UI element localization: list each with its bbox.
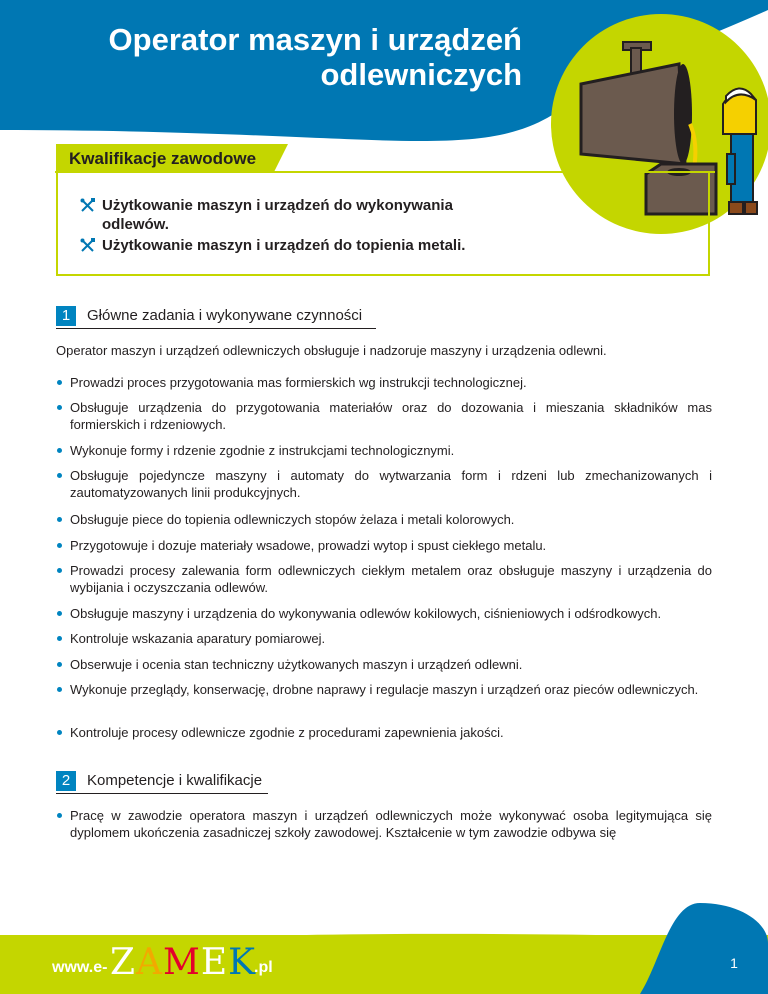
logo-letter: Z <box>110 942 137 983</box>
list-item: Prowadzi proces przygotowania mas formierskich wg instrukcji technologicznej. <box>70 374 712 391</box>
section-number-badge: 2 <box>56 771 76 791</box>
tools-icon <box>80 238 95 253</box>
list-item: Obserwuje i ocenia stan techniczny użytkowanych maszyn i urządzeń odlewni. <box>70 656 712 673</box>
section-heading <box>56 306 376 328</box>
list-item: Wykonuje formy i rdzenie zgodnie z instrukcjami technologicznymi. <box>70 442 712 459</box>
page-title: Operator maszyn i urządzeń odlewniczych <box>108 22 522 92</box>
list-item: Prowadzi procesy zalewania form odlewniczych ciekłym metalem oraz obsługuje maszyny i urządzenia do wybijania i oczyszczania odlewów. <box>70 563 712 595</box>
qualification-item: Użytkowanie maszyn i urządzeń do wykonywania odlewów. <box>83 196 523 234</box>
list-item: Obsługuje maszyny i urządzenia do wykonywania odlewów kokilowych, ciśnieniowych i odśrodkowych. <box>70 605 712 622</box>
section-title: Główne zadania i wykonywane czynności <box>87 307 363 324</box>
logo-letter: A <box>136 942 164 983</box>
logo-letter: K <box>228 942 257 983</box>
section-underline <box>56 793 268 794</box>
list-item: Kontroluje wskazania aparatury pomiarowej. <box>70 630 712 647</box>
page-number: 1 <box>730 955 738 971</box>
list-item: Przygotowuje i dozuje materiały wsadowe, prowadzi wytop i spust ciekłego metalu. <box>70 537 712 554</box>
page-number-corner <box>640 903 768 994</box>
list-item: Obsługuje urządzenia do przygotowania materiałów oraz do dozowania i mieszania składników mas formierskich i rdzeniowych. <box>70 400 712 432</box>
list-item: Obsługuje pojedyncze maszyny i automaty do wytwarzania form i rdzeni lub zmechanizowanych i zautomatyzowanych linii produkcyjnych. <box>70 468 712 500</box>
qualifications-tab: Kwalifikacje zawodowe <box>56 144 274 172</box>
section-number-badge: 1 <box>56 306 76 326</box>
section-intro: Operator maszyn i urządzeń odlewniczych obsługuje i nadzoruje maszyny i urządzenia odlewni. <box>56 343 607 358</box>
list-item: Obsługuje piece do topienia odlewniczych stopów żelaza i metali kolorowych. <box>70 511 712 528</box>
section-title: Kompetencje i kwalifikacje <box>87 772 263 789</box>
qualification-item: Użytkowanie maszyn i urządzeń do topienia metali. <box>83 236 603 255</box>
list-item: Pracę w zawodzie operatora maszyn i urządzeń odlewniczych może wykonywać osoba legitymująca się dyplomem ukończenia zasadniczej szkoły zawodowej. Kształcenie w tym zawodzie odbywa się <box>70 808 712 840</box>
section-underline <box>56 328 376 329</box>
logo-wordmark <box>110 943 256 983</box>
logo-prefix: www.e- <box>52 959 108 976</box>
list-item: Wykonuje przeglądy, konserwację, drobne naprawy i regulacje maszyn i urządzeń oraz pieców odlewniczych. <box>70 681 712 698</box>
list-item: Kontroluje procesy odlewnicze zgodnie z procedurami zapewnienia jakości. <box>70 724 712 741</box>
tools-icon <box>80 198 95 213</box>
logo-letter: M <box>163 942 201 983</box>
logo-letter: E <box>200 942 229 983</box>
logo-suffix: .pl <box>254 959 273 976</box>
section-heading <box>56 771 268 793</box>
